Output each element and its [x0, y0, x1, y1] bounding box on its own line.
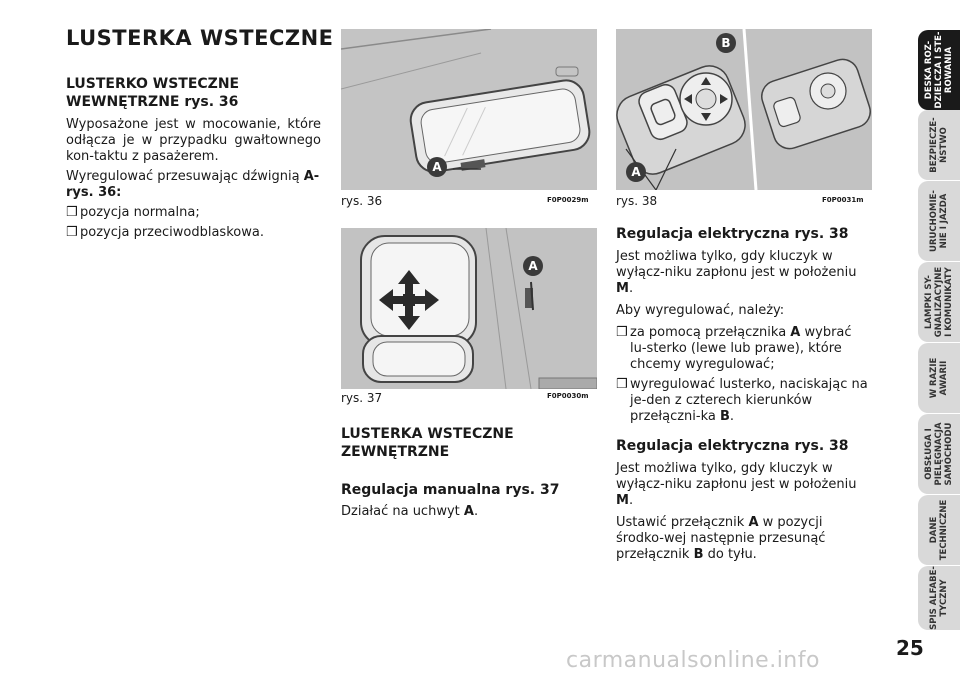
checkbox-bullet-icon: ❒ — [616, 377, 628, 392]
checkbox-bullet-icon: ❒ — [66, 225, 78, 240]
figure-code: F0P0029m — [547, 196, 589, 204]
subheading: Regulacja elektryczna rys. 38 — [616, 226, 849, 242]
tab-uruchomienie[interactable]: URUCHOMIE- NIE I JAZDA — [918, 181, 960, 261]
marker-b: B — [716, 33, 736, 53]
figure-code: F0P0031m — [822, 196, 864, 204]
marker-a: A — [626, 162, 646, 182]
interior-mirror-illustration — [341, 29, 597, 190]
tab-dane-techniczne[interactable]: DANE TECHNICZNE — [918, 495, 960, 565]
tab-lampki[interactable]: LAMPKI SY- GNALIZACYJNE I KOMUNIKATY — [918, 262, 960, 342]
paragraph: Działać na uchwyt A. — [341, 504, 479, 519]
page-number: 25 — [896, 636, 924, 660]
list-item: ❒ pozycja przeciwodblaskowa. — [66, 225, 264, 240]
list-item: ❒ wyregulować lusterko, naciskając na je-den z czterech kierunków przełączni-ka B. — [616, 377, 868, 424]
figure-rys-38 — [616, 29, 872, 190]
tab-spis-alfabetyczny[interactable]: SPIS ALFABE- TYCZNY — [918, 566, 960, 630]
list-item: ❒ za pomocą przełącznika A wybrać lu-sterko (lewe lub prawe), które chcemy wyregulować; — [616, 325, 852, 372]
marker-a: A — [523, 256, 543, 276]
tab-obsluga[interactable]: OBSŁUGA I PIELĘGNACJA SAMOCHODU — [918, 414, 960, 494]
tab-w-razie-awarii[interactable]: W RAZIE AWARII — [918, 343, 960, 413]
middle-column — [341, 425, 597, 520]
paragraph: Wyregulować przesuwając dźwignią A- rys. 36: — [66, 169, 320, 200]
paragraph: Wyposażone jest w mocowanie, które odłącza je w przypadku gwałtownego kon-taktu z pasażerem. — [66, 117, 321, 164]
figure-code: F0P0030m — [547, 392, 589, 400]
paragraph: Ustawić przełącznik A w pozycji środko-wej następnie przesunąć przełącznik B do tyłu. — [616, 515, 826, 562]
paragraph: Aby wyregulować, należy: — [616, 303, 785, 318]
page-title: LUSTERKA WSTECZNE — [66, 26, 334, 50]
tab-deska-rozdzielcza[interactable]: DESKA ROZ- DZIELCZA I STE- ROWANIA — [918, 30, 960, 110]
paragraph: Jest możliwa tylko, gdy kluczyk w wyłącz-niku zapłonu jest w położeniu M. — [616, 461, 857, 508]
watermark-text: carmanualsonline.info — [566, 648, 820, 673]
figure-caption: rys. 37 — [341, 391, 383, 405]
figure-caption: rys. 36 — [341, 194, 383, 208]
exterior-mirror-illustration — [341, 228, 597, 389]
left-column — [66, 75, 321, 241]
paragraph: Jest możliwa tylko, gdy kluczyk w wyłącz-niku zapłonu jest w położeniu M. — [616, 249, 857, 296]
mirror-control-switch-illustration — [616, 29, 872, 190]
subheading: Regulacja manualna rys. 37 — [341, 482, 560, 498]
list-item: ❒ pozycja normalna; — [66, 205, 200, 220]
checkbox-bullet-icon: ❒ — [66, 205, 78, 220]
marker-a: A — [427, 157, 447, 177]
tab-bezpieczenstwo[interactable]: BEZPIECZE- ŃSTWO — [918, 110, 960, 180]
figure-rys-37 — [341, 228, 597, 389]
figure-caption: rys. 38 — [616, 194, 658, 208]
section-heading-exterior-mirrors: LUSTERKA WSTECZNE ZEWNĘTRZNE — [341, 426, 514, 460]
section-heading-interior-mirror: LUSTERKO WSTECZNE WEWNĘTRZNE rys. 36 — [66, 76, 240, 110]
checkbox-bullet-icon: ❒ — [616, 325, 628, 340]
right-column — [616, 225, 870, 563]
subheading: Regulacja elektryczna rys. 38 — [616, 438, 849, 454]
figure-rys-36 — [341, 29, 597, 190]
